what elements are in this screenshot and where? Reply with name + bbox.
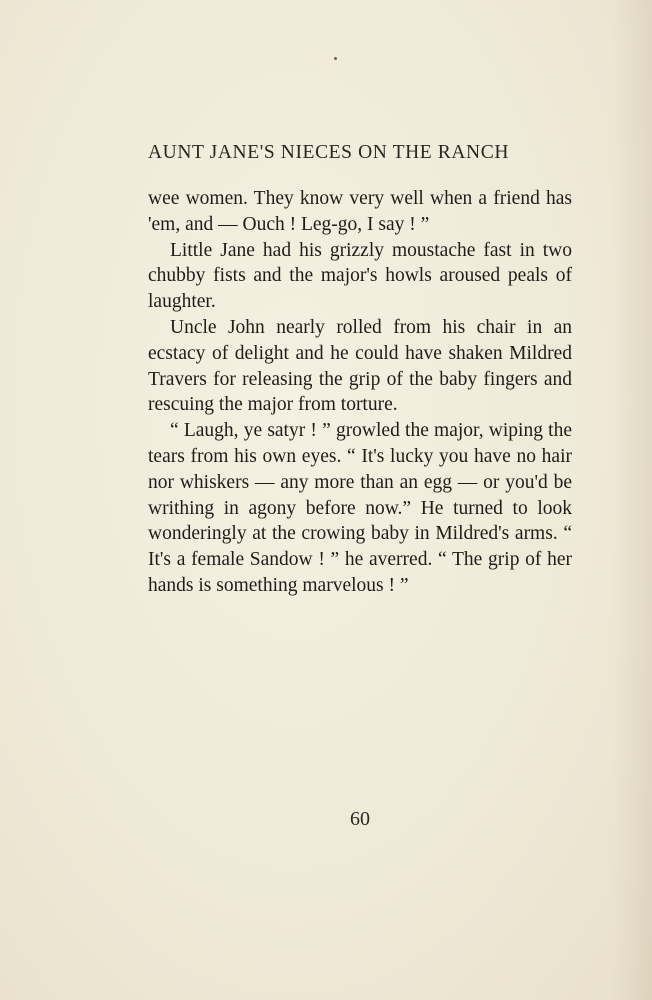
paper-speck [334,57,337,60]
page-number: 60 [350,808,370,830]
paragraph-3: Uncle John nearly rolled from his chair in an ecstacy of delight and he could have shaken Mildred Travers for releasing the grip of the baby fingers and rescuing the major from torture. [148,316,572,416]
paragraph-4: “ Laugh, ye satyr ! ” growled the major, wiping the tears from his own eyes. “ It's lucky you have no hair nor whiskers — any more than an egg — or you'd be writhing in agony before now.” He turned to look wonderingly at the crowing baby in Mildred's arms. “ It's a female Sandow ! ” he averred. “ The grip of her hands is something marvelous ! ” [148,420,572,596]
body-text [148,186,572,599]
paragraph-1: wee women. They know very well when a friend has 'em, and — Ouch ! Leg-go, I say ! ” [148,188,572,235]
running-head: AUNT JANE'S NIECES ON THE RANCH [148,142,510,163]
paragraph-2: Little Jane had his grizzly moustache fast in two chubby fists and the major's howls aroused peals of laughter. [148,239,572,313]
